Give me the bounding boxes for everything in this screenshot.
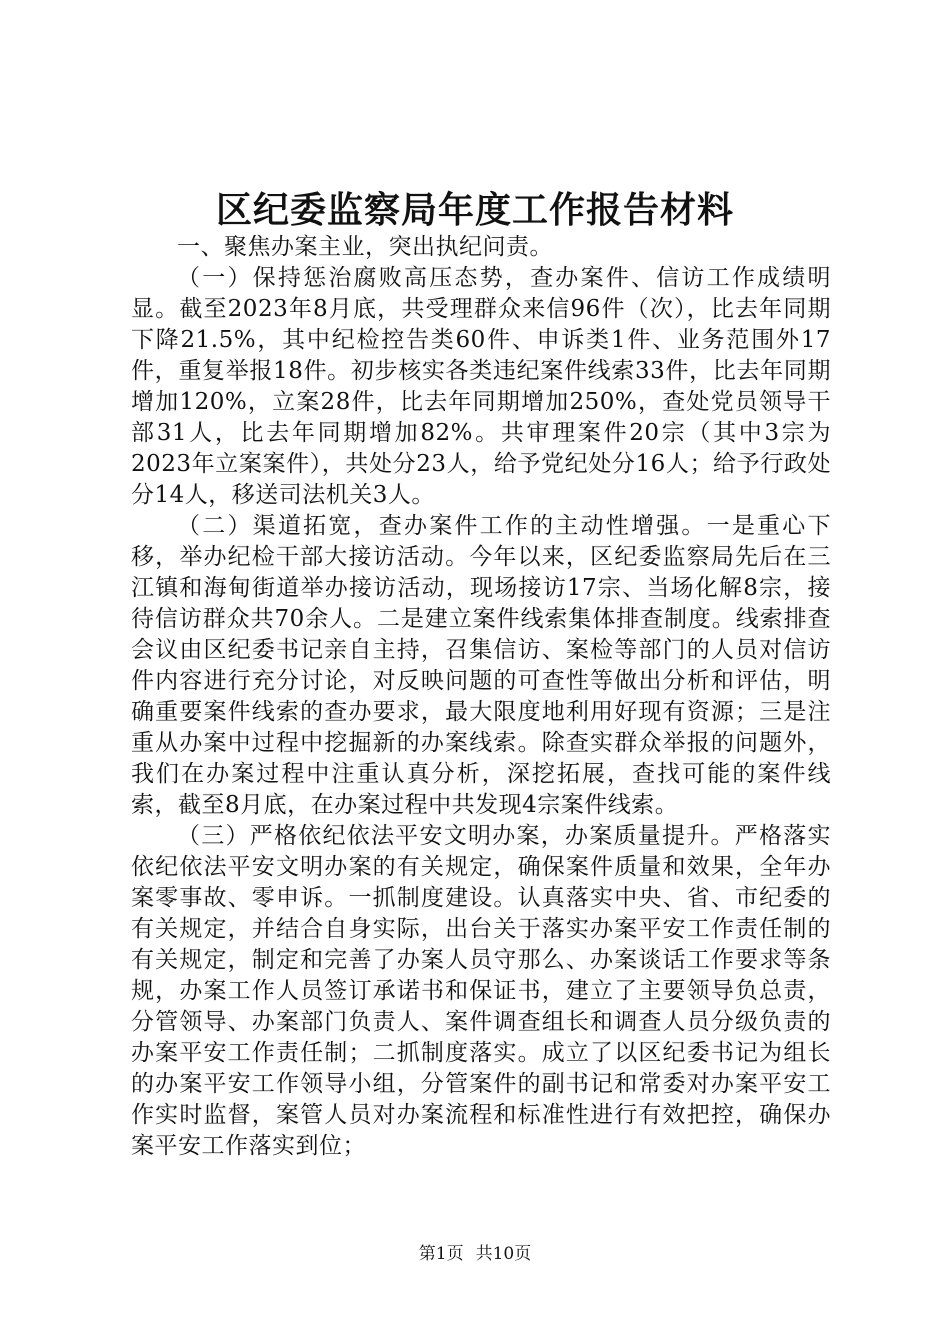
page-footer — [0, 1243, 950, 1265]
document-body — [131, 232, 831, 1162]
paragraph-2: （二）渠道拓宽，查办案件工作的主动性增强。一是重心下移，举办纪检干部大接访活动。今年以来，区纪委监察局先后在三江镇和海甸街道举办接访活动，现场接访17宗、当场化解8宗，接待信访群众共70余人。二是建立案件线索集体排查制度。线索排查会议由区纪委书记亲自主持，召集信访、案检等部门的人员对信访件内容进行充分讨论，对反映问题的可查性等做出分析和评估，明确重要案件线索的查办要求，最大限度地利用好现有资源；三是注重从办案中过程中挖掘新的办案线索。除查实群众举报的问题外，我们在办案过程中注重认真分析，深挖拓展，查找可能的案件线索，截至8月底，在办案过程中共发现4宗案件线索。 — [131, 513, 831, 818]
section-heading: 一、聚焦办案主业，突出执纪问责。 — [177, 234, 553, 260]
document-title: 区纪委监察局年度工作报告材料 — [215, 189, 734, 231]
page-total: 共10页 — [475, 1244, 532, 1264]
page-number: 第1页 — [418, 1244, 464, 1264]
paragraph-3: （三）严格依纪依法平安文明办案，办案质量提升。严格落实依纪依法平安文明办案的有关规定，确保案件质量和效果，全年办案零事故、零申诉。一抓制度建设。认真落实中央、省、市纪委的有关规定，并结合自身实际，出台关于落实办案平安工作责任制的有关规定，制定和完善了办案人员守那么、办案谈话工作要求等条规，办案工作人员签订承诺书和保证书，建立了主要领导负总责，分管领导、办案部门负责人、案件调查组长和调查人员分级负责的办案平安工作责任制；二抓制度落实。成立了以区纪委书记为组长的办案平安工作领导小组，分管案件的副书记和常委对办案平安工作实时监督，案管人员对办案流程和标准性进行有效把控，确保办案平安工作落实到位； — [131, 823, 831, 1159]
paragraph-1: （一）保持惩治腐败高压态势，查办案件、信访工作成绩明显。截至2023年8月底，共受理群众来信96件（次），比去年同期下降21.5%，其中纪检控告类60件、申诉类1件、业务范围外17件，重复举报18件。初步核实各类违纪案件线索33件，比去年同期增加120%，立案28件，比去年同期增加250%，查处党员领导干部31人，比去年同期增加82%。共审理案件20宗（其中3宗为2023年立案案件），共处分23人，给予党纪处分16人；给予行政处分14人，移送司法机关3人。 — [131, 265, 831, 508]
